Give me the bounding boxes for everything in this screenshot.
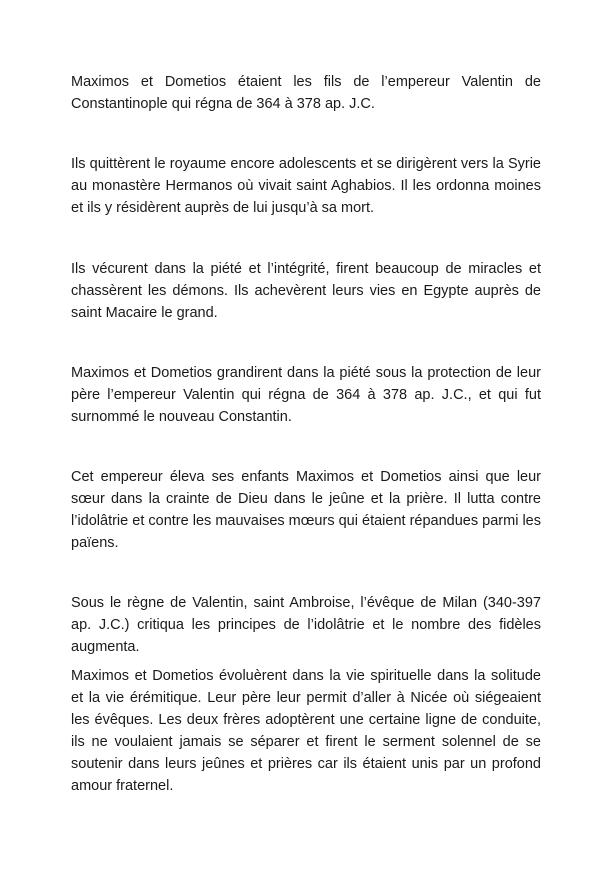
paragraph-5: Cet empereur éleva ses enfants Maximos et Dometios ainsi que leur sœur dans la crainte de Dieu dans le jeûne et la prière. Il lutta contre l’idolâtrie et contre les mauvaises mœurs qui étaient répandues parmi les païens.	[71, 469, 541, 551]
paragraph-3: Ils vécurent dans la piété et l’intégrité, firent beaucoup de miracles et chassèrent les démons. Ils achevèrent leurs vies en Egypte auprès de saint Macaire le grand.	[71, 261, 541, 321]
paragraph-6: Sous le règne de Valentin, saint Ambroise, l’évêque de Milan (340-397 ap. J.C.) critiqua les principes de l’idolâtrie et le nombre des fidèles augmenta.	[71, 595, 541, 655]
paragraph-7: Maximos et Dometios évoluèrent dans la vie spirituelle dans la solitude et la vie érémitique. Leur père leur permit d’aller à Nicée où siégeaient les évêques. Les deux frères adoptèrent une certaine ligne de conduite, ils ne voulaient jamais se séparer et firent le serment solennel de se soutenir dans leurs jeûnes et prières car ils étaient unis par un profond amour fraternel.	[71, 668, 541, 794]
paragraph-4: Maximos et Dometios grandirent dans la piété sous la protection de leur père l’empereur Valentin qui régna de 364 à 378 ap. J.C., et qui fut surnommé le nouveau Constantin.	[71, 365, 541, 425]
paragraph-1: Maximos et Dometios étaient les fils de l’empereur Valentin de Constantinople qui régna de 364 à 378 ap. J.C.	[71, 74, 541, 112]
paragraph-2: Ils quittèrent le royaume encore adolescents et se dirigèrent vers la Syrie au monastère Hermanos où vivait saint Aghabios. Il les ordonna moines et ils y résidèrent auprès de lui jusqu’à sa mort.	[71, 156, 541, 216]
